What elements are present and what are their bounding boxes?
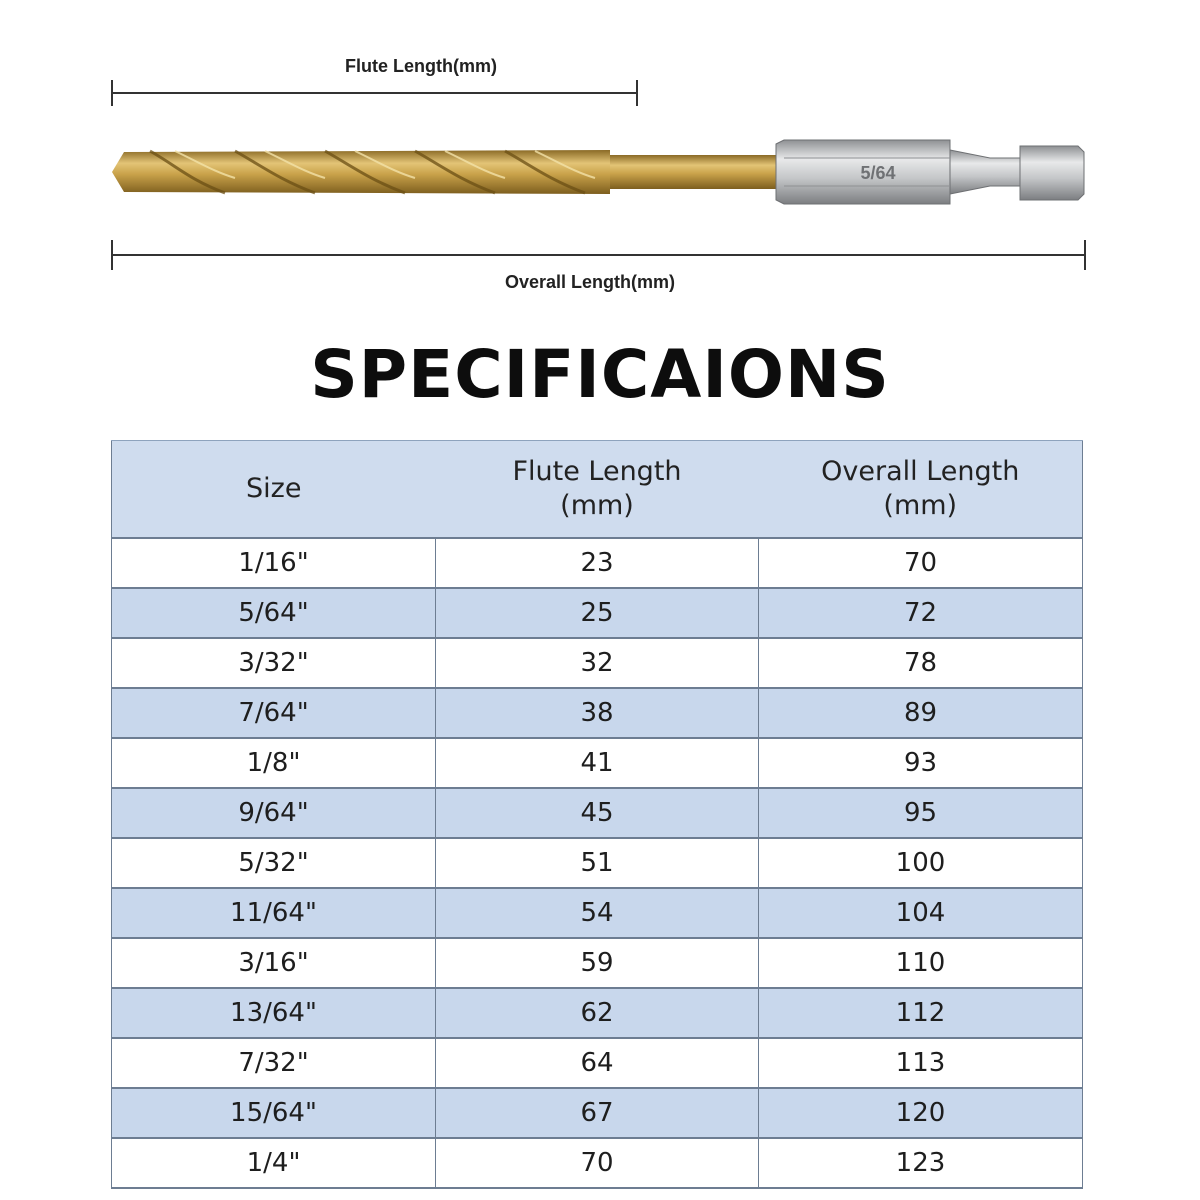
table-row <box>112 538 1083 588</box>
overall-length-label: Overall Length(mm) <box>504 272 676 292</box>
table-row <box>112 638 1083 688</box>
cell-size: 1/16" <box>112 538 436 588</box>
cell-flute-length: 64 <box>436 1038 759 1088</box>
flute-length-label: Flute Length(mm) <box>345 56 497 76</box>
cell-flute-length: 32 <box>436 638 759 688</box>
cell-flute-length: 62 <box>436 988 759 1038</box>
cell-overall-length: 113 <box>759 1038 1083 1088</box>
cell-flute-length: 54 <box>436 888 759 938</box>
header-overall-unit: (mm) <box>883 490 958 521</box>
cell-overall-length: 123 <box>759 1138 1083 1188</box>
table-row <box>112 688 1083 738</box>
table-row <box>112 588 1083 638</box>
cell-size: 15/64" <box>112 1088 436 1138</box>
cell-size: 13/64" <box>112 988 436 1038</box>
cell-size: 1/8" <box>112 738 436 788</box>
cell-size: 3/16" <box>112 938 436 988</box>
cell-overall-length: 120 <box>759 1088 1083 1138</box>
specifications-heading: SPECIFICAIONS <box>310 336 890 413</box>
cell-flute-length: 25 <box>436 588 759 638</box>
table-row <box>112 988 1083 1038</box>
header-flute-length <box>436 441 759 539</box>
hex-shank <box>776 140 1084 204</box>
cell-flute-length: 51 <box>436 838 759 888</box>
cell-size: 11/64" <box>112 888 436 938</box>
cell-overall-length: 100 <box>759 838 1083 888</box>
table-body <box>112 538 1083 1188</box>
cell-size: 7/64" <box>112 688 436 738</box>
header-flute-label: Flute Length <box>512 456 682 487</box>
cell-overall-length: 104 <box>759 888 1083 938</box>
cell-flute-length: 41 <box>436 738 759 788</box>
cell-size: 9/64" <box>112 788 436 838</box>
table-header <box>112 441 1083 539</box>
cell-overall-length: 89 <box>759 688 1083 738</box>
flute-length-dimension-line <box>112 80 637 106</box>
shank-marking: 5/64 <box>860 163 896 183</box>
cell-overall-length: 95 <box>759 788 1083 838</box>
table-row <box>112 788 1083 838</box>
header-size <box>112 441 436 539</box>
cell-overall-length: 70 <box>759 538 1083 588</box>
table-row <box>112 938 1083 988</box>
cell-overall-length: 112 <box>759 988 1083 1038</box>
specifications-table <box>111 440 1083 1189</box>
cell-size: 1/4" <box>112 1138 436 1188</box>
cell-flute-length: 23 <box>436 538 759 588</box>
cell-flute-length: 59 <box>436 938 759 988</box>
cell-size: 3/32" <box>112 638 436 688</box>
table-row <box>112 738 1083 788</box>
cell-overall-length: 78 <box>759 638 1083 688</box>
cell-flute-length: 38 <box>436 688 759 738</box>
table-row <box>112 888 1083 938</box>
table-row <box>112 838 1083 888</box>
cell-overall-length: 110 <box>759 938 1083 988</box>
cell-size: 5/32" <box>112 838 436 888</box>
cell-flute-length: 67 <box>436 1088 759 1138</box>
header-size-label: Size <box>246 473 302 504</box>
cell-overall-length: 72 <box>759 588 1083 638</box>
table-row <box>112 1038 1083 1088</box>
cell-size: 5/64" <box>112 588 436 638</box>
cell-flute-length: 45 <box>436 788 759 838</box>
drill-flute <box>112 150 778 194</box>
header-overall-label: Overall Length <box>821 456 1020 487</box>
table-row <box>112 1138 1083 1188</box>
cell-flute-length: 70 <box>436 1138 759 1188</box>
table-row <box>112 1088 1083 1138</box>
cell-overall-length: 93 <box>759 738 1083 788</box>
header-overall-length <box>759 441 1083 539</box>
header-flute-unit: (mm) <box>560 490 634 521</box>
drill-bit-diagram <box>0 0 1200 300</box>
overall-length-dimension-line <box>112 240 1085 270</box>
cell-size: 7/32" <box>112 1038 436 1088</box>
